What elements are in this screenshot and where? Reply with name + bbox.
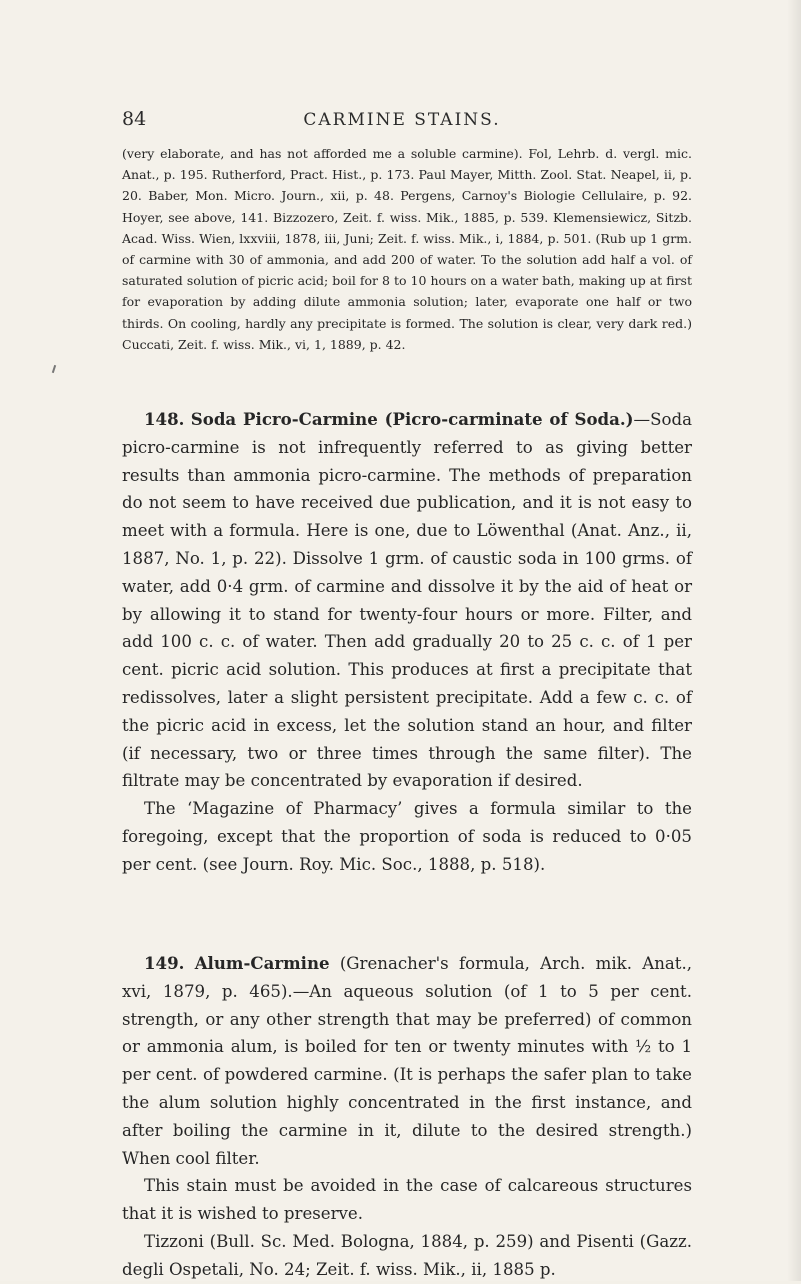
section-149-paragraph-1 xyxy=(122,950,692,1172)
page-edge-shadow xyxy=(787,0,801,1281)
section-148-paragraph-2: The ‘Magazine of Pharmacy’ gives a formula similar to the foregoing, except that the proportion of soda is reduced to 0·05 per cent. (see Journ. Roy. Mic. Soc., 1888, p. 518). xyxy=(122,799,692,874)
section-148-body: —Soda picro-carmine is not infrequently referred to as giving better results than ammonia picro-carmine. The methods of preparation do not seem to have received due publication, and it is not easy to meet with a formula. Here is one, due to Löwenthal (Anat. Anz., ii, 1887, No. 1, p. 22). Dissolve 1 grm. of caustic soda in 100 grms. of water, add 0·4 grm. of carmine and dissolve it by the aid of heat or by allowing it to stand for twenty-four hours or more. Filter, and add 100 c. c. of water. Then add gradually 20 to 25 c. c. of 1 per cent. picric acid solution. This produces at first a precipitate that redissolves, later a slight persistent precipitate. Add a few c. c. of the picric acid in excess, let the solution stand an hour, and filter (if necessary, two or three times through the same filter). The filtrate may be concentrated by evaporation if desired. xyxy=(122,410,692,791)
section-149-paragraph-2: This stain must be avoided in the case of calcareous structures that it is wished to preserve. xyxy=(122,1176,692,1224)
running-title: CARMINE STAINS. xyxy=(303,110,501,130)
section-149-number: 149. xyxy=(144,953,185,973)
running-head xyxy=(122,108,682,132)
page-number: 84 xyxy=(122,108,147,130)
section-148 xyxy=(122,406,692,879)
section-148-heading: Soda Picro-Carmine (Picro-carminate of Soda.) xyxy=(190,409,634,429)
section-149 xyxy=(122,950,692,1284)
section-149-paragraph-3: Tizzoni (Bull. Sc. Med. Bologna, 1884, p. 259) and Pisenti (Gazz. degli Ospetali, No. 24; Zeit. f. wiss. Mik., ii, 1885 p. xyxy=(122,1231,692,1279)
margin-mark xyxy=(52,365,56,373)
section-148-number: 148. xyxy=(144,409,185,429)
section-149-body: (Grenacher's formula, Arch. mik. Anat., xvi, 1879, p. 465).—An aqueous solution (of 1 to 5 per cent. strength, or any other strength that may be preferred) of common or ammonia alum, is boiled for ten or twenty minutes with ½ to 1 per cent. of powdered carmine. (It is perhaps the safer plan to take the alum solution highly concentrated in the first instance, and after boiling the carmine in it, dilute to the desired strength.) When cool filter. xyxy=(122,954,693,1168)
reference-note-text: (very elaborate, and has not afforded me a soluble carmine). Fol, Lehrb. d. vergl. mic. Anat., p. 195. Rutherford, Pract. Hist., p. 173. Paul Mayer, Mitth. Zool. Stat. Neapel, ii, p. 20. Baber, Mon. Micro. Journ., xii, p. 48. Pergens, Carnoy's Biologie Cellulaire, p. 92. Hoyer, see above, 141. Bizzozero, Zeit. f. wiss. Mik., 1885, p. 539. Klemensiewicz, Sitzb. Acad. Wiss. Wien, lxxviii, 1878, iii, Juni; Zeit. f. wiss. Mik., i, 1884, p. 501. (Rub up 1 grm. of carmine with 30 of ammonia, and add 200 of water. To the solution add half a vol. of saturated solution of picric acid; boil for 8 to 10 hours on a water bath, making up at first for evaporation by adding dilute ammonia solution; later, evaporate one half or two thirds. On cooling, hardly any precipitate is formed. The solution is clear, very dark red.) Cuccati, Zeit. f. wiss. Mik., vi, 1, 1889, p. 42. xyxy=(122,146,692,352)
reference-note xyxy=(122,143,692,355)
section-149-heading: Alum-Carmine xyxy=(194,953,330,973)
section-148-paragraph-1 xyxy=(122,406,692,795)
